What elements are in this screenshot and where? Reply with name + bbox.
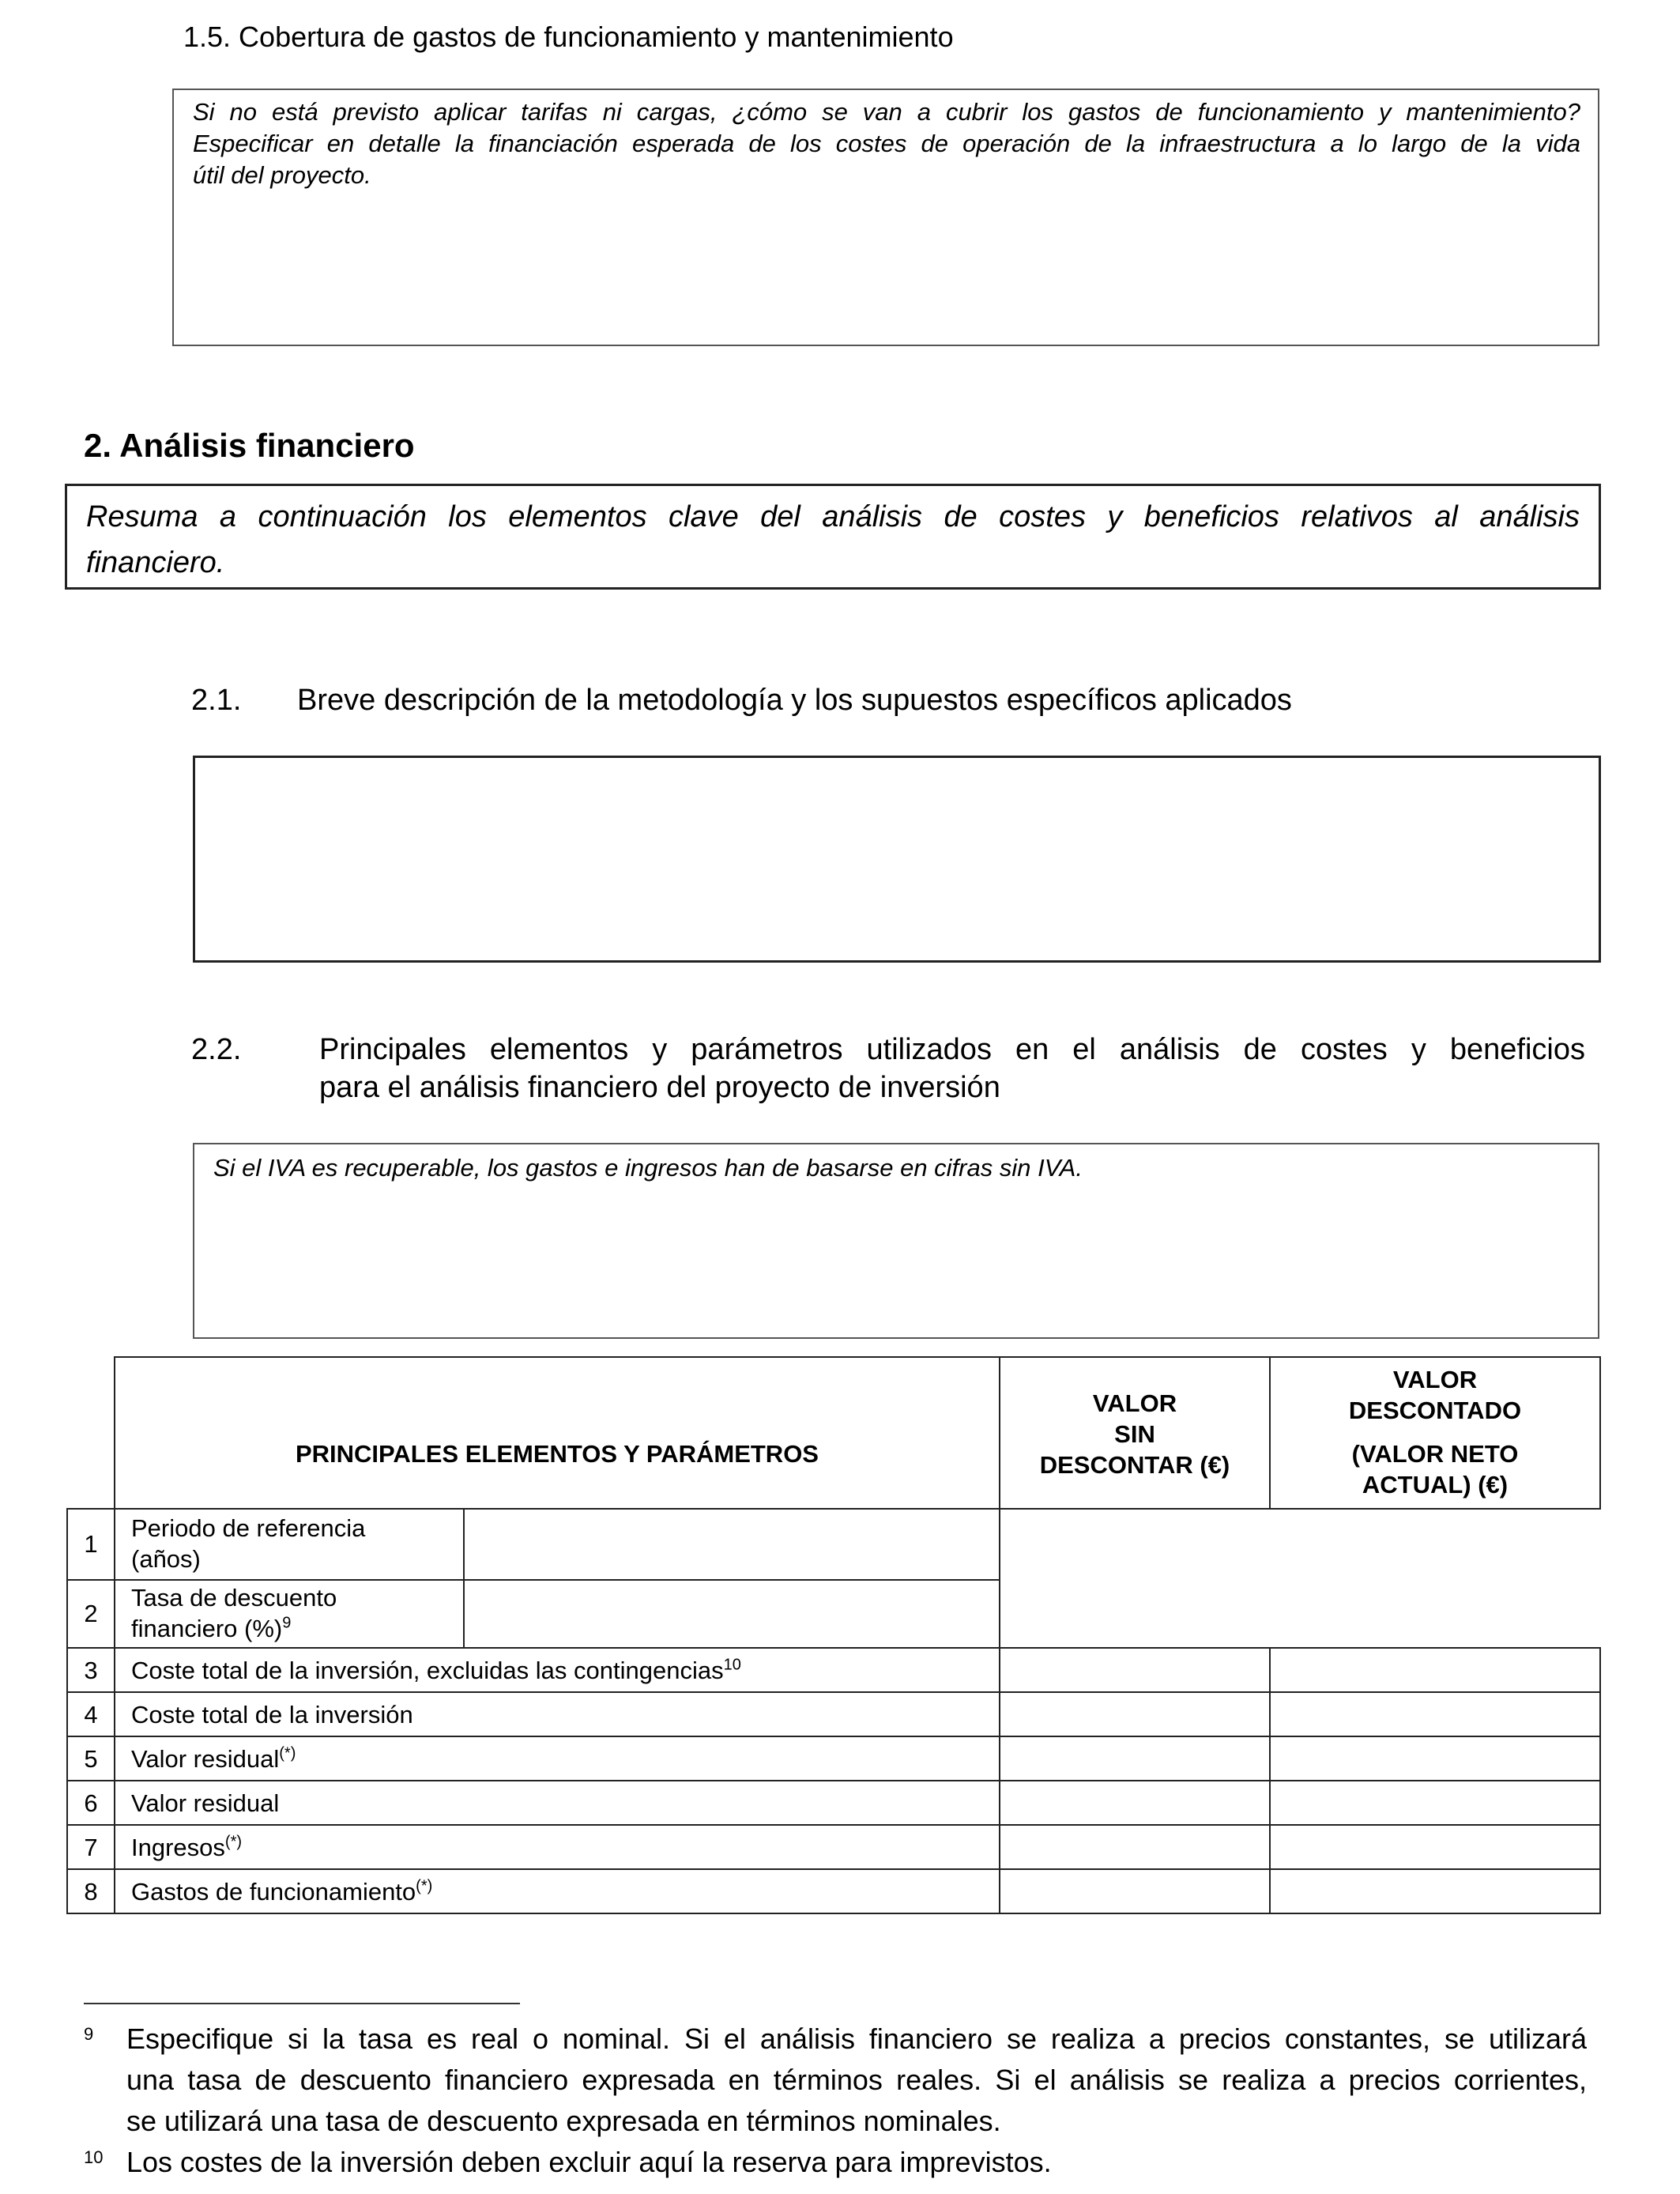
table-row-num: 1 [84, 1530, 98, 1558]
header-undiscounted-line-1: VALOR [1092, 1389, 1177, 1417]
header-discounted-line-3: (VALOR NETO [1351, 1440, 1519, 1468]
discounted-value-input[interactable] [1269, 1736, 1601, 1781]
table-row-num-cell [66, 1868, 115, 1914]
section-2-2-box-text: Si el IVA es recuperable, los gastos e ingresos han de basarse en cifras sin IVA. [213, 1154, 1083, 1182]
table-row-label-cell [114, 1579, 465, 1649]
table-row-superscript: (*) [416, 1877, 433, 1895]
table-row-label: Gastos de funcionamiento [131, 1878, 416, 1906]
table-row-label-cell [114, 1691, 1000, 1737]
table-row-label-line-2: (años) [131, 1545, 201, 1573]
table-row-num: 7 [84, 1834, 98, 1861]
section-2-2-textbox[interactable] [193, 1143, 1599, 1339]
table-row-label-line-1: Tasa de descuento [131, 1584, 337, 1612]
footnote-9-line-2: una tasa de descuento financiero expresada en términos reales. Si el análisis se realiza a precios corrientes, [126, 2064, 1587, 2096]
section-2-1-number: 2.1. [191, 684, 242, 717]
table-row-num: 5 [84, 1745, 98, 1773]
section-2-instruction-box [65, 484, 1601, 590]
table-row-label-line-2: financiero (%) [131, 1615, 283, 1642]
footnote-9-line-1: Especifique si la tasa es real o nominal. Si el análisis financiero se realiza a precios constantes, se utilizará [126, 2022, 1587, 2055]
header-undiscounted-line-2: SIN [1114, 1420, 1155, 1448]
header-undiscounted-cell [999, 1356, 1271, 1510]
undiscounted-value-input[interactable] [999, 1691, 1271, 1737]
row-1-value-input[interactable] [463, 1508, 1000, 1581]
undiscounted-value-input[interactable] [999, 1736, 1271, 1781]
table-row-label-cell [114, 1647, 1000, 1693]
footnote-9-line-3: se utilizará una tasa de descuento expresada en términos nominales. [126, 2105, 1001, 2137]
section-2-instruction-line-1: Resuma a continuación los elementos clave del análisis de costes y beneficios relativos al análisis [86, 500, 1580, 533]
table-row-superscript: (*) [224, 1833, 243, 1851]
header-discounted-line-2: DESCONTADO [1348, 1397, 1522, 1424]
discounted-value-input[interactable] [1269, 1780, 1601, 1826]
section-1-5-text-line-2: Especificar en detalle la financiación esperada de los costes de operación de la infraestructura a lo largo de la vida [193, 130, 1580, 157]
header-elements-label: PRINCIPALES ELEMENTOS Y PARÁMETROS [295, 1440, 819, 1468]
section-2-2-number: 2.2. [191, 1033, 242, 1066]
table-row-num-cell [66, 1736, 115, 1781]
section-1-5-heading: 1.5. Cobertura de gastos de funcionamiento y mantenimiento [183, 21, 954, 53]
section-1-5-text-line-3: útil del proyecto. [193, 161, 371, 189]
table-row-num: 8 [84, 1878, 98, 1906]
table-row-label-cell [114, 1780, 1000, 1826]
table-row-label-cell [114, 1508, 465, 1581]
table-row-num-cell [66, 1647, 115, 1693]
table-row-label: Coste total de la inversión, excluidas las contingencias [131, 1657, 724, 1684]
undiscounted-value-input[interactable] [999, 1780, 1271, 1826]
section-1-5-text-line-1: Si no está previsto aplicar tarifas ni cargas, ¿cómo se van a cubrir los gastos de funcionamiento y mantenimiento? [193, 98, 1580, 126]
header-undiscounted-line-3: DESCONTAR (€) [1039, 1451, 1230, 1479]
discounted-value-input[interactable] [1269, 1868, 1601, 1914]
footnote-mark-9: 9 [84, 2024, 94, 2044]
footnote-separator [84, 2003, 520, 2004]
discounted-value-input[interactable] [1269, 1691, 1601, 1737]
table-row-num: 4 [84, 1701, 98, 1728]
table-row-label-line-1: Periodo de referencia [131, 1514, 366, 1542]
table-row-superscript: 10 [723, 1656, 741, 1674]
footnote-10-line-1: Los costes de la inversión deben excluir aquí la reserva para imprevistos. [126, 2146, 1052, 2178]
section-2-heading: 2. Análisis financiero [84, 427, 415, 464]
table-row-label: Ingresos [131, 1834, 225, 1861]
discounted-value-input[interactable] [1269, 1647, 1601, 1693]
footnote-ref-9[interactable]: 9 [282, 1614, 292, 1632]
table-row-num-cell [66, 1824, 115, 1870]
table-row-num-cell [66, 1780, 115, 1826]
section-2-1-title: Breve descripción de la metodología y los supuestos específicos aplicados [297, 684, 1292, 717]
section-2-2-title-line-1: Principales elementos y parámetros utilizados en el análisis de costes y beneficios [319, 1033, 1585, 1066]
table-row-num: 6 [84, 1789, 98, 1817]
table-row-num-cell [66, 1691, 115, 1737]
undiscounted-value-input[interactable] [999, 1647, 1271, 1693]
table-row-label-cell [114, 1824, 1000, 1870]
table-row-label-cell [114, 1736, 1000, 1781]
table-row-num-cell [66, 1508, 115, 1581]
table-row-num: 3 [84, 1657, 98, 1684]
table-row-num: 2 [84, 1600, 98, 1627]
table-row-superscript: (*) [279, 1744, 296, 1762]
section-2-2-title-line-2: para el análisis financiero del proyecto de inversión [319, 1071, 1000, 1104]
section-2-1-textbox[interactable] [193, 756, 1601, 963]
header-discounted-line-1: VALOR [1392, 1366, 1478, 1393]
row-2-value-input[interactable] [463, 1579, 1000, 1649]
table-row-label-cell [114, 1868, 1000, 1914]
header-discounted-cell [1269, 1356, 1601, 1510]
header-elements-cell [114, 1356, 1000, 1510]
discounted-value-input[interactable] [1269, 1824, 1601, 1870]
section-2-instruction-line-2: financiero. [86, 546, 225, 579]
section-1-5-textbox[interactable] [172, 89, 1599, 346]
table-row-num-cell [66, 1579, 115, 1649]
header-discounted-line-4: ACTUAL) (€) [1362, 1471, 1509, 1498]
footnote-mark-10: 10 [84, 2147, 104, 2167]
undiscounted-value-input[interactable] [999, 1868, 1271, 1914]
undiscounted-value-input[interactable] [999, 1824, 1271, 1870]
table-row-label: Valor residual [131, 1745, 280, 1773]
table-row-label: Valor residual [131, 1789, 280, 1817]
table-row-label: Coste total de la inversión [131, 1701, 413, 1728]
